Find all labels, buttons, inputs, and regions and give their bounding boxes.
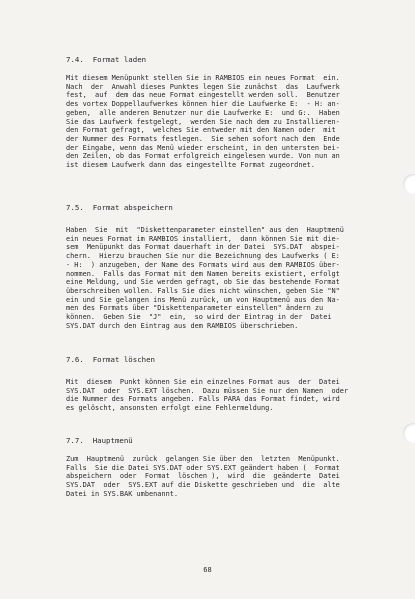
text-line: nommen. Falls das Format mit dem Namen bereits existiert, erfolgt [66,269,340,278]
text-line: Haben Sie mit "Diskettenparameter einstellen" aus den Hauptmenü [66,226,344,234]
text-line: Nach der Anwahl dieses Punktes legen Sie zunächst das Laufwerk [66,82,340,91]
text-line: überschreiben wollen. Falls Sie dies nicht wünschen, geben Sie "N" [66,286,340,295]
text-line: sem Menüpunkt das Format dauerhaft in der Datei SYS.DAT abspei- [66,243,340,252]
paragraph-format-laden [66,74,376,170]
text-line: die Nummer des Formats angeben. Falls PARA das Format findet, wird [66,395,340,404]
text-line: chern. Hierzu brauchen Sie nur die Bezeichnung des Laufwerks ( E: [66,252,340,261]
paragraph-format-abspeichern [66,226,376,330]
text-line: - H: ) anzugeben, der Name des Formats wird aus dem RAMBIOS über- [66,260,340,269]
section-heading-format-loeschen: 7.6. Format löschen [66,355,155,364]
text-line: Zum Hauptmenü zurück gelangen Sie über den letzten Menüpunkt. [66,455,340,463]
text-line: fest, auf dem das neue Format eingestellt werden soll. Benutzer [66,91,340,100]
page-number: 68 [203,566,212,574]
text-line: geben, alle anderen Benutzer nur die Laufwerke E: und G:. Haben [66,108,340,117]
text-line: abspeichern oder Format löschen ), wird die geänderte Datei [66,472,340,481]
text-line: SYS.DAT durch den Eintrag aus dem RAMBIOS überschrieben. [66,321,299,330]
text-line: Mit diesem Punkt können Sie ein einzelnes Format aus der Datei [66,378,340,386]
section-heading-hauptmenue: 7.7. Hauptmenü [66,436,133,445]
punch-hole [403,174,415,194]
section-heading-format-abspeichern: 7.5. Format abspeichern [66,203,173,212]
section-heading-format-laden: 7.4. Format laden [66,55,147,64]
text-line: Sie das Laufwerk festgelegt, werden Sie nach dem zu Installieren- [66,117,340,126]
text-line: ein neues Format im RAMBIOS installiert, dann können Sie mit die- [66,234,340,243]
text-line: SYS.DAT oder SYS.EXT löschen. Dazu müssen Sie nur den Namen oder [66,386,349,395]
text-line: eine Meldung, und Sie werden gefragt, ob Sie das bestehende Format [66,278,340,287]
text-line: SYS.DAT oder SYS.EXT auf die Diskette geschrieben und die alte [66,481,340,490]
text-line: des vortex Doppellaufwerkes können hier die Laufwerke E: - H: an- [66,100,340,109]
text-line: men des Formats über "Diskettenparameter einstellen" ändern zu [66,304,324,313]
text-line: den Format gefragt, welches Sie entweder mit den Namen oder mit [66,126,336,135]
paragraph-hauptmenue [66,455,376,499]
paragraph-format-loeschen [66,378,376,413]
text-line: der Eingabe, wenn das Menü wieder erscheint, in den untersten bei- [66,143,340,152]
text-line: der Nummer des Formats festlegen. Sie sehen sofort nach dem Ende [66,134,340,143]
punch-hole [403,423,415,443]
text-line: den Zeilen, ob das Format erfolgreich eingelesen wurde. Von nun an [66,152,340,161]
text-line: es gelöscht, ansonsten erfolgt eine Fehlermeldung. [66,404,274,413]
text-line: Datei in SYS.BAK umbenannt. [66,489,179,498]
text-line: ein und Sie gelangen ins Menü zurück, um von Hauptmenü aus den Na- [66,295,340,304]
text-line: Falls Sie die Datei SYS.DAT oder SYS.EXT geändert haben ( Format [66,463,340,472]
text-line: ist diesem Laufwerk dann das eingestellte Format zugeordnet. [66,161,315,170]
text-line: können. Geben Sie "J" ein, so wird der Eintrag in der Datei [66,313,332,322]
text-line: Mit diesem Menüpunkt stellen Sie in RAMBIOS ein neues Format ein. [66,74,340,82]
